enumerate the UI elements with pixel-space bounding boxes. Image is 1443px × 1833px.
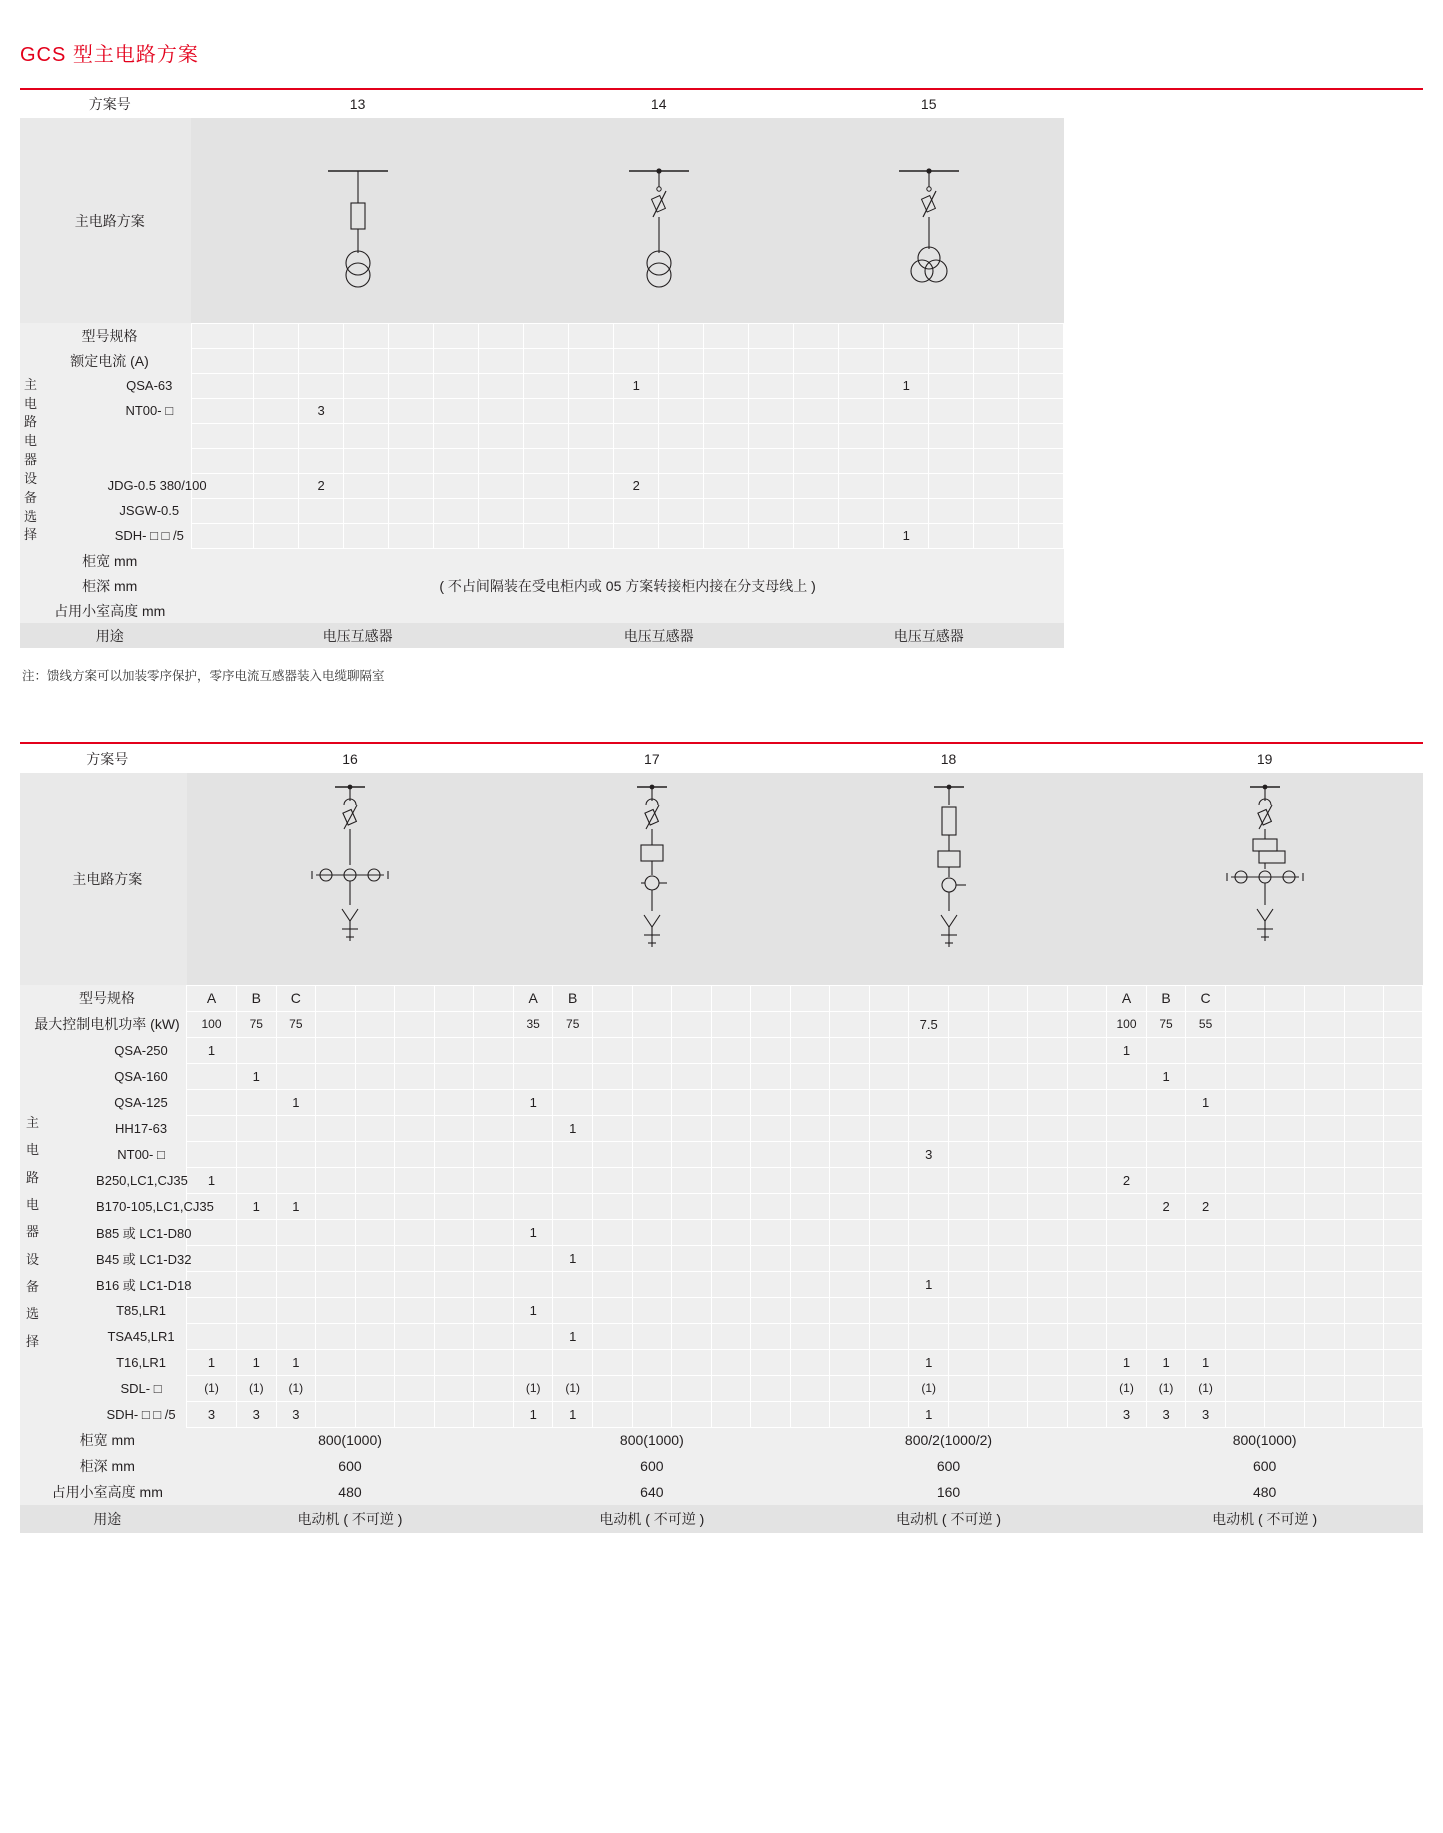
d13-16A: (1)	[187, 1375, 237, 1401]
table2-device-row	[20, 1245, 1423, 1271]
device-0-val-15: 1	[884, 373, 929, 398]
d3-17B: 1	[553, 1115, 593, 1141]
d11-16A	[187, 1323, 237, 1349]
d0-18B	[909, 1037, 949, 1063]
table1-usage-row	[20, 623, 1423, 648]
table1-footnote: 注：馈线方案可以加装零序保护，零序电流互感器装入电缆聊隔室	[22, 669, 385, 683]
d6-19C: 2	[1186, 1193, 1226, 1219]
d10-18B	[909, 1297, 949, 1323]
device-0-val-13	[479, 373, 524, 398]
d7-17A: 1	[513, 1219, 553, 1245]
d8-19B	[1146, 1245, 1186, 1271]
d9-16A	[187, 1271, 237, 1297]
d5-19C	[1186, 1167, 1226, 1193]
spec-17-B: B	[553, 985, 593, 1011]
power-17-A: 35	[513, 1011, 553, 1037]
spec-19-C: C	[1186, 985, 1226, 1011]
table2-device-row	[20, 1167, 1423, 1193]
device2-name-4: NT00- □	[72, 1141, 187, 1167]
page-title: GCS 型主电路方案	[20, 44, 199, 66]
d14-17A: 1	[513, 1401, 553, 1427]
d13-16B: (1)	[237, 1375, 277, 1401]
row-label-main-circuit-2: 主电路方案	[20, 773, 187, 985]
usage-19: 电动机 ( 不可逆 )	[1107, 1505, 1423, 1533]
spec-16-C: C	[276, 985, 316, 1011]
spec-16-A: A	[187, 985, 237, 1011]
device2-name-10: T85,LR1	[72, 1297, 187, 1323]
table2-width-row	[20, 1427, 1423, 1453]
device2-name-5: B250,LC1,CJ35	[72, 1167, 187, 1193]
d2-16C: 1	[276, 1089, 316, 1115]
table2-device-row	[20, 1115, 1423, 1141]
d6-19B: 2	[1146, 1193, 1186, 1219]
d11-17B: 1	[553, 1323, 593, 1349]
table2-plan-row	[20, 745, 1423, 773]
d4-18B: 3	[909, 1141, 949, 1167]
d7-17B	[553, 1219, 593, 1245]
device2-name-12: T16,LR1	[72, 1349, 187, 1375]
d8-16A	[187, 1245, 237, 1271]
device2-name-2: QSA-125	[72, 1089, 187, 1115]
d11-19B	[1146, 1323, 1186, 1349]
usage-13: 电压互感器	[191, 623, 523, 648]
d10-19A	[1107, 1297, 1147, 1323]
d0-17B	[553, 1037, 593, 1063]
d2-19C: 1	[1186, 1089, 1226, 1115]
side-label-device-select: 主 电 路 电 器 设 备 选 择	[20, 373, 74, 548]
table2-device-row	[20, 1219, 1423, 1245]
d8-17A	[513, 1245, 553, 1271]
device-4-val-13: 2	[299, 473, 344, 498]
row-label-usage: 用途	[20, 623, 191, 648]
schematic-18-svg	[874, 779, 1024, 979]
row-label-cabinet-depth-2: 柜深 mm	[20, 1453, 187, 1479]
d6-18B	[909, 1193, 949, 1219]
table1-device-row	[20, 423, 1423, 448]
table2-diagram-row	[20, 773, 1423, 985]
table1-device-row	[20, 398, 1423, 423]
depth-16: 600	[187, 1453, 514, 1479]
d2-16B	[237, 1089, 277, 1115]
d1-17A	[513, 1063, 553, 1089]
d6-17A	[513, 1193, 553, 1219]
d5-17A	[513, 1167, 553, 1193]
power-19-A: 100	[1107, 1011, 1147, 1037]
side-label-device-select-2: 主 电 路 电 器 设 备 选 择	[20, 1037, 72, 1427]
d13-19C: (1)	[1186, 1375, 1226, 1401]
row-label-room-height: 占用小室高度 mm	[20, 598, 191, 623]
height-17: 640	[513, 1479, 790, 1505]
row-label-cabinet-width: 柜宽 mm	[20, 548, 191, 573]
d5-16B	[237, 1167, 277, 1193]
d5-17B	[553, 1167, 593, 1193]
d3-16B	[237, 1115, 277, 1141]
d3-16A	[187, 1115, 237, 1141]
d13-18B: (1)	[909, 1375, 949, 1401]
device2-name-6: B170-105,LC1,CJ35	[72, 1193, 187, 1219]
schematic-18	[790, 773, 1106, 985]
device-name-6: SDH- □ □ /5	[74, 523, 192, 548]
d10-17B	[553, 1297, 593, 1323]
d4-16B	[237, 1141, 277, 1167]
d0-19A: 1	[1107, 1037, 1147, 1063]
device-4-val-14: 2	[614, 473, 659, 498]
d2-17B	[553, 1089, 593, 1115]
table2-depth-row	[20, 1453, 1423, 1479]
d0-16A: 1	[187, 1037, 237, 1063]
width-19: 800(1000)	[1107, 1427, 1423, 1453]
d6-19A	[1107, 1193, 1147, 1219]
device-1-val-15	[884, 398, 929, 423]
depth-17: 600	[513, 1453, 790, 1479]
d0-19C	[1186, 1037, 1226, 1063]
row-label-cabinet-depth: 柜深 mm	[20, 573, 191, 598]
device-1-val-13: 3	[299, 398, 344, 423]
spec-17-A: A	[513, 985, 553, 1011]
d10-17A: 1	[513, 1297, 553, 1323]
d11-18B	[909, 1323, 949, 1349]
schematic-19	[1107, 773, 1423, 985]
row-label-main-circuit: 主电路方案	[20, 118, 191, 323]
d6-16C: 1	[276, 1193, 316, 1219]
power-18-B: 7.5	[909, 1011, 949, 1037]
d12-17B	[553, 1349, 593, 1375]
d14-19B: 3	[1146, 1401, 1186, 1427]
d6-17B	[553, 1193, 593, 1219]
d4-16C	[276, 1141, 316, 1167]
d14-19C: 3	[1186, 1401, 1226, 1427]
d1-19B: 1	[1146, 1063, 1186, 1089]
schematic-15	[794, 118, 1064, 323]
device2-name-1: QSA-160	[72, 1063, 187, 1089]
d12-16A: 1	[187, 1349, 237, 1375]
schematic-15-svg	[864, 125, 994, 315]
d4-19A	[1107, 1141, 1147, 1167]
height-19: 480	[1107, 1479, 1423, 1505]
d14-18B: 1	[909, 1401, 949, 1427]
device-name-0: QSA-63	[74, 373, 192, 398]
d1-19C	[1186, 1063, 1226, 1089]
table1-spec-row	[20, 323, 1423, 348]
table2-device-row	[20, 1401, 1423, 1427]
spec-19-B: B	[1146, 985, 1186, 1011]
d8-18B	[909, 1245, 949, 1271]
table2-spec-row	[20, 985, 1423, 1011]
d0-19B	[1146, 1037, 1186, 1063]
d5-18B	[909, 1167, 949, 1193]
device2-name-14: SDH- □ □ /5	[72, 1401, 187, 1427]
d3-19A	[1107, 1115, 1147, 1141]
d13-17A: (1)	[513, 1375, 553, 1401]
d3-16C	[276, 1115, 316, 1141]
usage-15: 电压互感器	[794, 623, 1064, 648]
d4-16A	[187, 1141, 237, 1167]
merged-note: ( 不占间隔装在受电柜内或 05 方案转接柜内接在分支母线上 )	[191, 548, 1063, 623]
row-label-max-motor-power: 最大控制电机功率 (kW)	[20, 1011, 187, 1037]
device-4-val-15	[884, 473, 929, 498]
d14-17B: 1	[553, 1401, 593, 1427]
schematic-17-svg	[577, 779, 727, 979]
d7-19C	[1186, 1219, 1226, 1245]
d7-18B	[909, 1219, 949, 1245]
d11-19C	[1186, 1323, 1226, 1349]
device2-name-3: HH17-63	[72, 1115, 187, 1141]
d1-17B	[553, 1063, 593, 1089]
row-label-plan-no: 方案号	[88, 96, 131, 112]
row-label-plan-no-2: 方案号	[86, 751, 129, 767]
d2-18B	[909, 1089, 949, 1115]
d9-16C	[276, 1271, 316, 1297]
table2-usage-row	[20, 1505, 1423, 1533]
d8-17B: 1	[553, 1245, 593, 1271]
depth-19: 600	[1107, 1453, 1423, 1479]
d3-19C	[1186, 1115, 1226, 1141]
plan-number-16: 16	[342, 751, 358, 767]
table1-plan-row	[20, 90, 1423, 118]
d9-19C	[1186, 1271, 1226, 1297]
usage-17: 电动机 ( 不可逆 )	[513, 1505, 790, 1533]
d9-16B	[237, 1271, 277, 1297]
d8-16B	[237, 1245, 277, 1271]
table2-device-row	[20, 1349, 1423, 1375]
device2-name-7: B85 或 LC1-D80	[72, 1219, 187, 1245]
d4-17A	[513, 1141, 553, 1167]
row-label-room-height-2: 占用小室高度 mm	[20, 1479, 187, 1505]
d10-16A	[187, 1297, 237, 1323]
device-name-2	[74, 423, 192, 448]
device-0-val-14: 1	[614, 373, 659, 398]
table2	[20, 745, 1423, 1533]
row-label-usage-2: 用途	[20, 1505, 187, 1533]
d8-16C	[276, 1245, 316, 1271]
d11-19A	[1107, 1323, 1147, 1349]
schematic-13	[191, 118, 523, 323]
row-label-cabinet-width-2: 柜宽 mm	[20, 1427, 187, 1453]
d13-19B: (1)	[1146, 1375, 1186, 1401]
d12-18B: 1	[909, 1349, 949, 1375]
d0-16B	[237, 1037, 277, 1063]
device-name-3	[74, 448, 192, 473]
d2-19B	[1146, 1089, 1186, 1115]
d0-16C	[276, 1037, 316, 1063]
table2-power-row	[20, 1011, 1423, 1037]
d1-16A	[187, 1063, 237, 1089]
table1-device-row	[20, 373, 1423, 398]
usage-16: 电动机 ( 不可逆 )	[187, 1505, 514, 1533]
d9-18B: 1	[909, 1271, 949, 1297]
d1-16B: 1	[237, 1063, 277, 1089]
plan-number-blank	[1064, 90, 1423, 118]
table2-device-row	[20, 1193, 1423, 1219]
d14-19A: 3	[1107, 1401, 1147, 1427]
table1-device-row	[20, 448, 1423, 473]
table1-width-row	[20, 548, 1423, 573]
device2-name-8: B45 或 LC1-D32	[72, 1245, 187, 1271]
d12-19B: 1	[1146, 1349, 1186, 1375]
d11-16C	[276, 1323, 316, 1349]
d10-16C	[276, 1297, 316, 1323]
width-17: 800(1000)	[513, 1427, 790, 1453]
table2-device-row	[20, 1323, 1423, 1349]
d10-16B	[237, 1297, 277, 1323]
table2-device-row	[20, 1089, 1423, 1115]
d5-16A: 1	[187, 1167, 237, 1193]
power-19-C: 55	[1186, 1011, 1226, 1037]
power-16-B: 75	[237, 1011, 277, 1037]
row-label-model-spec: 型号规格	[20, 323, 191, 348]
spec-16-B: B	[237, 985, 277, 1011]
device-name-4: JDG-0.5 380/100	[74, 473, 192, 498]
width-18: 800/2(1000/2)	[790, 1427, 1106, 1453]
plan-number-18: 18	[940, 751, 957, 767]
d13-19A: (1)	[1107, 1375, 1147, 1401]
table1-device-row	[20, 498, 1423, 523]
device2-name-11: TSA45,LR1	[72, 1323, 187, 1349]
usage-14: 电压互感器	[524, 623, 794, 648]
schematic-14	[524, 118, 794, 323]
schematic-blank	[1064, 118, 1423, 323]
power-17-B: 75	[553, 1011, 593, 1037]
device-name-5: JSGW-0.5	[74, 498, 192, 523]
power-19-B: 75	[1146, 1011, 1186, 1037]
d2-17A: 1	[513, 1089, 553, 1115]
d8-19C	[1186, 1245, 1226, 1271]
d2-16A	[187, 1089, 237, 1115]
d13-16C: (1)	[276, 1375, 316, 1401]
plan-number-15: 15	[920, 96, 937, 112]
schematic-16	[187, 773, 514, 985]
table2-device-row	[20, 1141, 1423, 1167]
d6-16B: 1	[237, 1193, 277, 1219]
plan-number-19: 19	[1256, 751, 1273, 767]
row-label-rated-current: 额定电流 (A)	[20, 348, 191, 373]
table1-diagram-row	[20, 118, 1423, 323]
spec-19-A: A	[1107, 985, 1147, 1011]
d11-16B	[237, 1323, 277, 1349]
device2-name-9: B16 或 LC1-D18	[72, 1271, 187, 1297]
d5-19A: 2	[1107, 1167, 1147, 1193]
device-name-1: NT00- □	[74, 398, 192, 423]
table1-device-row	[20, 523, 1423, 548]
d14-16B: 3	[237, 1401, 277, 1427]
schematic-17	[513, 773, 790, 985]
width-16: 800(1000)	[187, 1427, 514, 1453]
table2-device-row	[20, 1297, 1423, 1323]
d2-19A	[1107, 1089, 1147, 1115]
plan-number-14: 14	[650, 96, 667, 112]
d10-19B	[1146, 1297, 1186, 1323]
device2-name-13: SDL- □	[72, 1375, 187, 1401]
plan-number-17: 17	[644, 751, 660, 767]
d13-17B: (1)	[553, 1375, 593, 1401]
power-16-C: 75	[276, 1011, 316, 1037]
schematic-19-svg	[1175, 779, 1355, 979]
table1	[20, 90, 1423, 648]
d3-19B	[1146, 1115, 1186, 1141]
height-16: 480	[187, 1479, 514, 1505]
device-1-val-14	[614, 398, 659, 423]
d0-17A	[513, 1037, 553, 1063]
schematic-16-svg	[260, 779, 440, 979]
d5-16C	[276, 1167, 316, 1193]
d7-16B	[237, 1219, 277, 1245]
table2-device-row	[20, 1063, 1423, 1089]
plan-number-13: 13	[349, 96, 366, 112]
d3-18B	[909, 1115, 949, 1141]
d4-17B	[553, 1141, 593, 1167]
device-6-val-15: 1	[884, 523, 929, 548]
device2-name-0: QSA-250	[72, 1037, 187, 1063]
table2-top-rule	[20, 742, 1423, 744]
d12-19C: 1	[1186, 1349, 1226, 1375]
d9-19B	[1146, 1271, 1186, 1297]
d4-19B	[1146, 1141, 1186, 1167]
d8-19A	[1107, 1245, 1147, 1271]
d14-16A: 3	[187, 1401, 237, 1427]
schematic-13-svg	[283, 125, 433, 315]
schematic-14-svg	[594, 125, 724, 315]
table1-current-row	[20, 348, 1423, 373]
d7-19A	[1107, 1219, 1147, 1245]
d9-19A	[1107, 1271, 1147, 1297]
table2-device-row	[20, 1271, 1423, 1297]
d7-16C	[276, 1219, 316, 1245]
d9-17B	[553, 1271, 593, 1297]
d11-17A	[513, 1323, 553, 1349]
d1-16C	[276, 1063, 316, 1089]
d12-19A: 1	[1107, 1349, 1147, 1375]
d9-17A	[513, 1271, 553, 1297]
d4-19C	[1186, 1141, 1226, 1167]
table2-device-row	[20, 1037, 1423, 1063]
d7-16A	[187, 1219, 237, 1245]
row-label-model-spec-2: 型号规格	[20, 985, 187, 1011]
d1-19A	[1107, 1063, 1147, 1089]
table2-device-row	[20, 1375, 1423, 1401]
d1-18B	[909, 1063, 949, 1089]
d10-19C	[1186, 1297, 1226, 1323]
table2-height-row	[20, 1479, 1423, 1505]
d7-19B	[1146, 1219, 1186, 1245]
d12-17A	[513, 1349, 553, 1375]
d14-16C: 3	[276, 1401, 316, 1427]
d3-17A	[513, 1115, 553, 1141]
usage-18: 电动机 ( 不可逆 )	[790, 1505, 1106, 1533]
power-16-A: 100	[187, 1011, 237, 1037]
d5-19B	[1146, 1167, 1186, 1193]
table1-device-row	[20, 473, 1423, 498]
d12-16B: 1	[237, 1349, 277, 1375]
depth-18: 600	[790, 1453, 1106, 1479]
d12-16C: 1	[276, 1349, 316, 1375]
height-18: 160	[790, 1479, 1106, 1505]
